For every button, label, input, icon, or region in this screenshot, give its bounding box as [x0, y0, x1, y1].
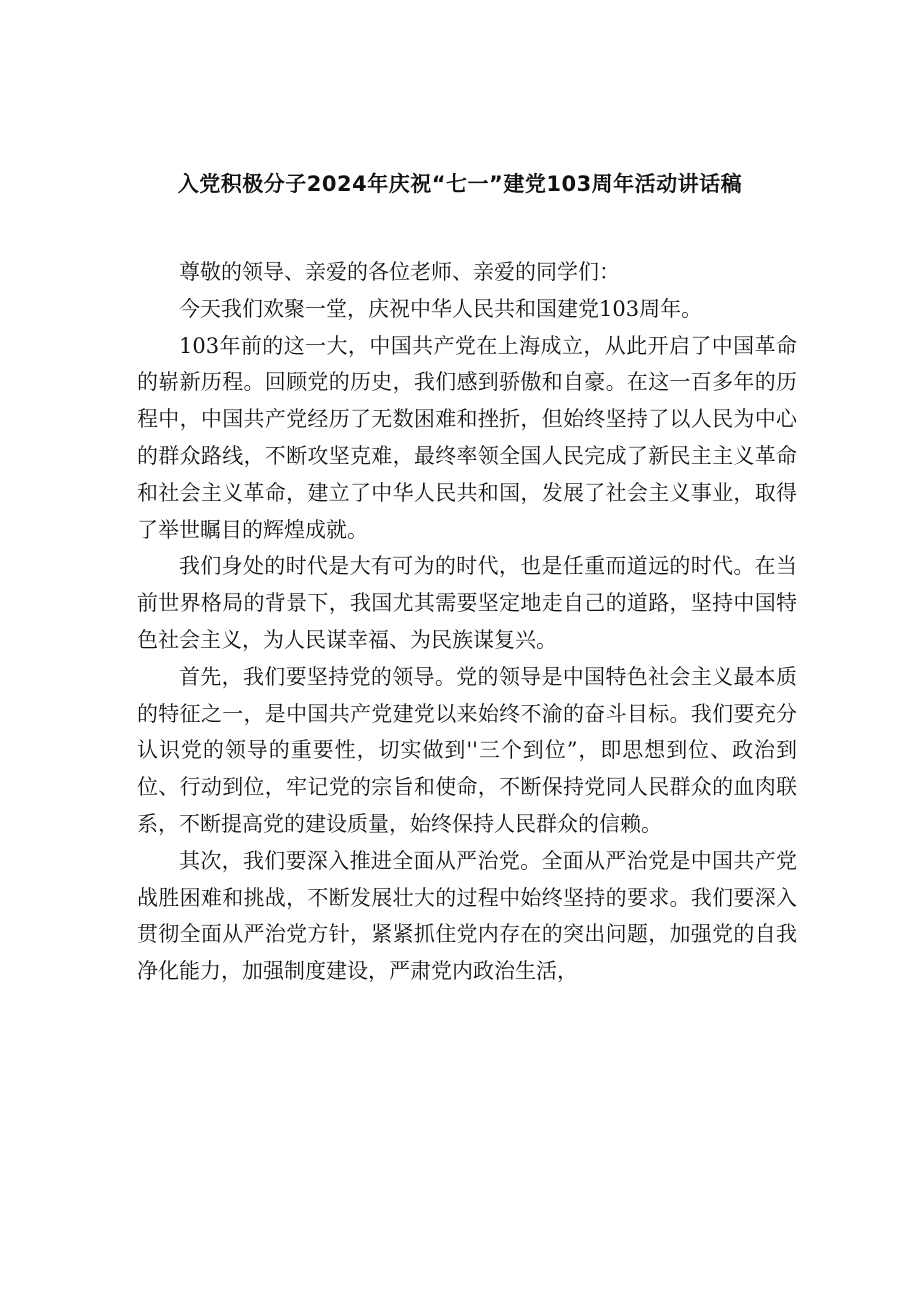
paragraph-salutation: 尊敬的领导、亲爱的各位老师、亲爱的同学们：	[179, 260, 620, 284]
paragraph-leadership: 首先，我们要坚持党的领导。党的领导是中国特色社会主义最本质的特征之一，是中国共产党建党以来始终不渝的奋斗目标。我们要充分认识党的领导的重要性，切实做到''三个到位”，即思想到位、政治到位、行动到位，牢记党的宗旨和使命，不断保持党同人民群众的血肉联系，不断提高党的建设质量，始终保持人民群众的信赖。	[137, 664, 797, 836]
paragraph-history: 103年前的这一大，中国共产党在上海成立，从此开启了中国革命的崭新历程。回顾党的历史，我们感到骄傲和自豪。在这一百多年的历程中，中国共产党经历了无数困难和挫折，但始终坚持了以人民为中心的群众路线，不断攻坚克难，最终率领全国人民完成了新民主主义革命和社会主义革命，建立了中华人民共和国，发展了社会主义事业，取得了举世瞩目的辉煌成就。	[137, 333, 797, 542]
paragraph-opening: 今天我们欢聚一堂，庆祝中华人民共和国建党103周年。	[179, 296, 703, 321]
document-title: 入党积极分子2024年庆祝“七一”建党103周年活动讲话稿	[177, 172, 743, 196]
document-body	[137, 254, 797, 990]
paragraph-governance: 其次，我们要深入推进全面从严治党。全面从严治党是中国共产党战胜困难和挑战，不断发展壮大的过程中始终坚持的要求。我们要深入贯彻全面从严治党方针，紧紧抓住党内存在的突出问题，加强党的自我净化能力，加强制度建设，严肃党内政治生活，	[137, 848, 797, 984]
paragraph-era: 我们身处的时代是大有可为的时代，也是任重而道远的时代。在当前世界格局的背景下，我国尤其需要坚定地走自己的道路，坚持中国特色社会主义，为人民谋幸福、为民族谋复兴。	[137, 554, 797, 652]
